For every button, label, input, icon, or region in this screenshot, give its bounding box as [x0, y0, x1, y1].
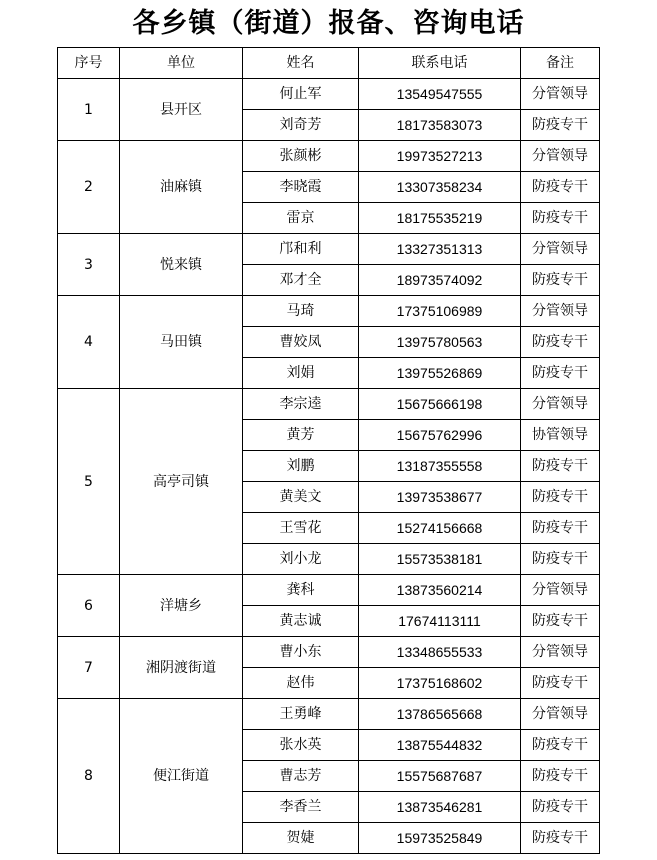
cell-name: 邓才全	[243, 265, 359, 296]
cell-name: 曹志芳	[243, 761, 359, 792]
cell-name: 黄美文	[243, 482, 359, 513]
cell-phone: 15274156668	[359, 513, 521, 544]
table-row	[58, 79, 600, 110]
cell-phone: 13307358234	[359, 172, 521, 203]
cell-phone: 13973538677	[359, 482, 521, 513]
cell-note: 防疫专干	[521, 606, 600, 637]
cell-unit: 悦来镇	[120, 234, 243, 296]
cell-note: 分管领导	[521, 296, 600, 327]
cell-note: 防疫专干	[521, 172, 600, 203]
cell-note: 防疫专干	[521, 730, 600, 761]
cell-phone: 17375106989	[359, 296, 521, 327]
cell-name: 龚科	[243, 575, 359, 606]
cell-phone: 18175535219	[359, 203, 521, 234]
cell-no: 6	[58, 575, 120, 637]
header-unit: 单位	[120, 48, 243, 79]
cell-phone: 15675762996	[359, 420, 521, 451]
cell-name: 李宗逵	[243, 389, 359, 420]
cell-no: 5	[58, 389, 120, 575]
cell-note: 防疫专干	[521, 327, 600, 358]
cell-phone: 15573538181	[359, 544, 521, 575]
cell-no: 2	[58, 141, 120, 234]
cell-note: 分管领导	[521, 575, 600, 606]
cell-name: 黄志诚	[243, 606, 359, 637]
header-row	[58, 48, 600, 79]
table-row	[58, 234, 600, 265]
cell-note: 防疫专干	[521, 110, 600, 141]
cell-name: 贺婕	[243, 823, 359, 854]
cell-no: 7	[58, 637, 120, 699]
cell-name: 何止军	[243, 79, 359, 110]
cell-note: 分管领导	[521, 389, 600, 420]
cell-name: 雷京	[243, 203, 359, 234]
table-row	[58, 141, 600, 172]
cell-phone: 15575687687	[359, 761, 521, 792]
cell-name: 曹小东	[243, 637, 359, 668]
cell-phone: 13873546281	[359, 792, 521, 823]
cell-note: 防疫专干	[521, 823, 600, 854]
cell-unit: 县开区	[120, 79, 243, 141]
cell-name: 刘奇芳	[243, 110, 359, 141]
cell-phone: 15973525849	[359, 823, 521, 854]
cell-note: 防疫专干	[521, 513, 600, 544]
cell-note: 分管领导	[521, 141, 600, 172]
table-row	[58, 296, 600, 327]
cell-phone: 13786565668	[359, 699, 521, 730]
cell-note: 分管领导	[521, 699, 600, 730]
cell-name: 王雪花	[243, 513, 359, 544]
cell-name: 张颜彬	[243, 141, 359, 172]
cell-unit: 油麻镇	[120, 141, 243, 234]
cell-name: 邝和利	[243, 234, 359, 265]
cell-note: 防疫专干	[521, 265, 600, 296]
cell-no: 8	[58, 699, 120, 854]
cell-note: 防疫专干	[521, 451, 600, 482]
cell-phone: 18973574092	[359, 265, 521, 296]
cell-phone: 17674113111	[359, 606, 521, 637]
cell-phone: 17375168602	[359, 668, 521, 699]
cell-phone: 18173583073	[359, 110, 521, 141]
table-row	[58, 699, 600, 730]
cell-phone: 13348655533	[359, 637, 521, 668]
cell-name: 李香兰	[243, 792, 359, 823]
cell-note: 防疫专干	[521, 792, 600, 823]
cell-name: 王勇峰	[243, 699, 359, 730]
cell-name: 马琦	[243, 296, 359, 327]
cell-note: 防疫专干	[521, 203, 600, 234]
cell-note: 分管领导	[521, 637, 600, 668]
cell-name: 刘娟	[243, 358, 359, 389]
cell-note: 防疫专干	[521, 668, 600, 699]
cell-name: 刘鹏	[243, 451, 359, 482]
table-body	[58, 79, 600, 854]
header-no: 序号	[58, 48, 120, 79]
header-note: 备注	[521, 48, 600, 79]
header-phone: 联系电话	[359, 48, 521, 79]
cell-phone: 13549547555	[359, 79, 521, 110]
cell-note: 防疫专干	[521, 358, 600, 389]
header-name: 姓名	[243, 48, 359, 79]
cell-phone: 19973527213	[359, 141, 521, 172]
cell-unit: 马田镇	[120, 296, 243, 389]
cell-note: 分管领导	[521, 234, 600, 265]
cell-note: 防疫专干	[521, 761, 600, 792]
contact-table	[57, 47, 600, 854]
cell-no: 4	[58, 296, 120, 389]
page-title: 各乡镇（街道）报备、咨询电话	[132, 8, 525, 39]
cell-phone: 15675666198	[359, 389, 521, 420]
cell-name: 张水英	[243, 730, 359, 761]
cell-note: 防疫专干	[521, 482, 600, 513]
cell-unit: 便江街道	[120, 699, 243, 854]
cell-phone: 13875544832	[359, 730, 521, 761]
cell-name: 刘小龙	[243, 544, 359, 575]
cell-phone: 13975780563	[359, 327, 521, 358]
cell-name: 黄芳	[243, 420, 359, 451]
table-row	[58, 637, 600, 668]
cell-phone: 13187355558	[359, 451, 521, 482]
cell-name: 赵伟	[243, 668, 359, 699]
cell-note: 防疫专干	[521, 544, 600, 575]
cell-note: 分管领导	[521, 79, 600, 110]
cell-note: 协管领导	[521, 420, 600, 451]
table-row	[58, 575, 600, 606]
cell-phone: 13975526869	[359, 358, 521, 389]
cell-unit: 洋塘乡	[120, 575, 243, 637]
cell-name: 李晓霞	[243, 172, 359, 203]
cell-name: 曹姣凤	[243, 327, 359, 358]
cell-unit: 湘阴渡街道	[120, 637, 243, 699]
cell-phone: 13873560214	[359, 575, 521, 606]
table-row	[58, 389, 600, 420]
cell-no: 3	[58, 234, 120, 296]
cell-unit: 高亭司镇	[120, 389, 243, 575]
cell-no: 1	[58, 79, 120, 141]
cell-phone: 13327351313	[359, 234, 521, 265]
